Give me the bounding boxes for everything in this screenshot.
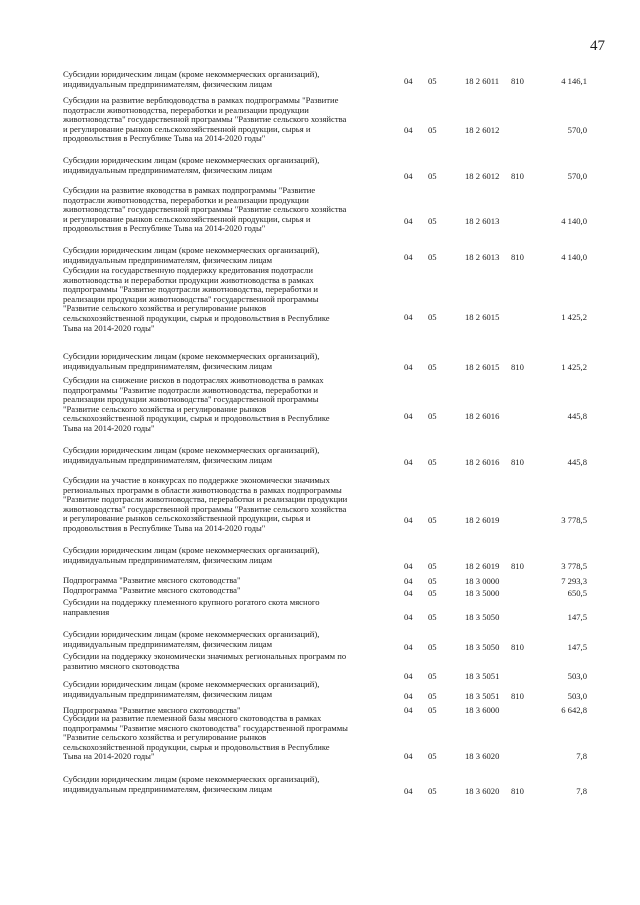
section-code: 04	[404, 76, 413, 86]
amount: 7 293,3	[561, 576, 587, 586]
section-code: 04	[404, 705, 413, 715]
expense-type-code: 810	[511, 691, 524, 701]
expense-type-code: 810	[511, 252, 524, 262]
target-article-code: 18 2 6013	[465, 252, 500, 262]
expense-type-code: 810	[511, 786, 524, 796]
section-code: 04	[404, 457, 413, 467]
target-article-code: 18 2 6012	[465, 125, 500, 135]
expense-type-code: 810	[511, 171, 524, 181]
subsection-code: 05	[428, 671, 437, 681]
section-code: 04	[404, 252, 413, 262]
row-name: Подпрограмма "Развитие мясного скотоводства"	[63, 575, 241, 585]
target-article-code: 18 3 6000	[465, 705, 500, 715]
subsection-code: 05	[428, 76, 437, 86]
target-article-code: 18 2 6016	[465, 457, 500, 467]
section-code: 04	[404, 751, 413, 761]
row-name: Субсидии юридическим лицам (кроме некоммерческих организаций), индивидуальным предпринимателям, физическим лицам	[63, 679, 320, 699]
row-name: Субсидии на развитие верблюдоводства в рамках подпрограммы "Развитие подотрасли животноводства, переработки и реализации продукции животноводства" государственной программы "Развитие сельского хозяйства и регулирование рынков сельскохозяйственной продукции, сырья и продовольствия в Республике Тыва на 2014-2020 годы"	[63, 95, 347, 144]
amount: 503,0	[567, 691, 587, 701]
amount: 503,0	[567, 671, 587, 681]
section-code: 04	[404, 515, 413, 525]
row-name: Субсидии на снижение рисков в подотраслях животноводства в рамках подпрограммы "Развитие подотрасли животноводства, переработки и реализации продукции животноводства" государственной программы "Развитие сельского хозяйства и регулирование рынков сельскохозяйственной продукции, сырья и продовольствия в Республике Тыва на 2014-2020 годы"	[63, 375, 330, 433]
target-article-code: 18 2 6012	[465, 171, 500, 181]
section-code: 04	[404, 125, 413, 135]
subsection-code: 05	[428, 125, 437, 135]
subsection-code: 05	[428, 252, 437, 262]
section-code: 04	[404, 786, 413, 796]
target-article-code: 18 3 5000	[465, 588, 500, 598]
expense-type-code: 810	[511, 457, 524, 467]
subsection-code: 05	[428, 588, 437, 598]
target-article-code: 18 2 6011	[465, 76, 500, 86]
amount: 3 778,5	[561, 515, 587, 525]
target-article-code: 18 3 5051	[465, 671, 500, 681]
amount: 1 425,2	[561, 312, 587, 322]
amount: 570,0	[567, 125, 587, 135]
target-article-code: 18 3 5050	[465, 612, 500, 622]
target-article-code: 18 2 6016	[465, 411, 500, 421]
section-code: 04	[404, 362, 413, 372]
subsection-code: 05	[428, 457, 437, 467]
section-code: 04	[404, 691, 413, 701]
section-code: 04	[404, 411, 413, 421]
amount: 7,8	[576, 786, 587, 796]
amount: 4 146,1	[561, 76, 587, 86]
section-code: 04	[404, 612, 413, 622]
target-article-code: 18 2 6015	[465, 312, 500, 322]
section-code: 04	[404, 561, 413, 571]
amount: 3 778,5	[561, 561, 587, 571]
page-number: 47	[590, 38, 605, 54]
amount: 1 425,2	[561, 362, 587, 372]
expense-type-code: 810	[511, 642, 524, 652]
row-name: Субсидии на поддержку экономически значимых региональных программ по развитию мясного скотоводства	[63, 651, 347, 671]
subsection-code: 05	[428, 705, 437, 715]
row-name: Субсидии на развитие племенной базы мясного скотоводства в рамках подпрограммы "Развитие мясного скотоводства" государственной программы "Развитие сельского хозяйства и регулирование рынков сельскохозяйственной продукции, сырья и продовольствия в Республике Тыва на 2014-2020 годы"	[63, 713, 348, 762]
section-code: 04	[404, 671, 413, 681]
row-name: Субсидии юридическим лицам (кроме некоммерческих организаций), индивидуальным предпринимателям, физическим лицам	[63, 629, 320, 649]
target-article-code: 18 3 6020	[465, 786, 500, 796]
amount: 570,0	[567, 171, 587, 181]
target-article-code: 18 3 0000	[465, 576, 500, 586]
row-name: Субсидии юридическим лицам (кроме некоммерческих организаций), индивидуальным предпринимателям, физическим лицам	[63, 155, 320, 175]
subsection-code: 05	[428, 216, 437, 226]
target-article-code: 18 3 5050	[465, 642, 500, 652]
subsection-code: 05	[428, 312, 437, 322]
section-code: 04	[404, 216, 413, 226]
row-name: Субсидии юридическим лицам (кроме некоммерческих организаций), индивидуальным предпринимателям, физическим лицам	[63, 69, 320, 89]
target-article-code: 18 2 6013	[465, 216, 500, 226]
row-name: Субсидии на участие в конкурсах по поддержке экономически значимых региональных программ в области животноводства в рамках подпрограммы "Развитие подотрасли животноводства, переработки и реализации продукции животноводства" государственной программы "Развитие сельского хозяйства и регулирование рынков сельскохозяйственной продукции, сырья и продовольствия в Республике Тыва на 2014-2020 годы"	[63, 475, 348, 533]
subsection-code: 05	[428, 691, 437, 701]
row-name: Субсидии юридическим лицам (кроме некоммерческих организаций), индивидуальным предпринимателям, физическим лицам	[63, 351, 320, 371]
amount: 147,5	[567, 642, 587, 652]
subsection-code: 05	[428, 171, 437, 181]
amount: 147,5	[567, 612, 587, 622]
amount: 7,8	[576, 751, 587, 761]
section-code: 04	[404, 312, 413, 322]
subsection-code: 05	[428, 642, 437, 652]
row-name: Субсидии юридическим лицам (кроме некоммерческих организаций), индивидуальным предпринимателям, физическим лицам	[63, 245, 320, 265]
row-name: Подпрограмма "Развитие мясного скотоводства"	[63, 705, 241, 715]
amount: 650,5	[567, 588, 587, 598]
subsection-code: 05	[428, 515, 437, 525]
section-code: 04	[404, 642, 413, 652]
amount: 6 642,8	[561, 705, 587, 715]
target-article-code: 18 2 6015	[465, 362, 500, 372]
amount: 445,8	[567, 457, 587, 467]
subsection-code: 05	[428, 751, 437, 761]
row-name: Субсидии на развитие яководства в рамках подпрограммы "Развитие подотрасли животноводства, переработки и реализации продукции животноводства" государственной программы "Развитие сельского хозяйства и регулирование рынков сельскохозяйственной продукции, сырья и продовольствия в Республике Тыва на 2014-2020 годы"	[63, 185, 347, 234]
target-article-code: 18 2 6019	[465, 515, 500, 525]
subsection-code: 05	[428, 561, 437, 571]
subsection-code: 05	[428, 786, 437, 796]
subsection-code: 05	[428, 411, 437, 421]
row-name: Подпрограмма "Развитие мясного скотоводства"	[63, 585, 241, 595]
row-name: Субсидии на поддержку племенного крупного рогатого скота мясного направления	[63, 597, 320, 617]
subsection-code: 05	[428, 362, 437, 372]
amount: 4 140,0	[561, 252, 587, 262]
section-code: 04	[404, 576, 413, 586]
subsection-code: 05	[428, 576, 437, 586]
section-code: 04	[404, 588, 413, 598]
subsection-code: 05	[428, 612, 437, 622]
row-name: Субсидии юридическим лицам (кроме некоммерческих организаций), индивидуальным предпринимателям, физическим лицам	[63, 445, 320, 465]
amount: 445,8	[567, 411, 587, 421]
expense-type-code: 810	[511, 362, 524, 372]
row-name: Субсидии юридическим лицам (кроме некоммерческих организаций), индивидуальным предпринимателям, физическим лицам	[63, 545, 320, 565]
row-name: Субсидии на государственную поддержку кредитования подотрасли животноводства и переработки продукции животноводства в рамках подпрограммы "Развитие подотрасли животноводства, переработки и реализации продукции животноводства" государственной программы "Развитие сельского хозяйства и регулирование рынков сельскохозяйственной продукции, сырья и продовольствия в Республике Тыва на 2014-2020 годы"	[63, 265, 330, 333]
target-article-code: 18 3 6020	[465, 751, 500, 761]
expense-type-code: 810	[511, 76, 524, 86]
section-code: 04	[404, 171, 413, 181]
row-name: Субсидии юридическим лицам (кроме некоммерческих организаций), индивидуальным предпринимателям, физическим лицам	[63, 774, 320, 794]
expense-type-code: 810	[511, 561, 524, 571]
target-article-code: 18 3 5051	[465, 691, 500, 701]
amount: 4 140,0	[561, 216, 587, 226]
target-article-code: 18 2 6019	[465, 561, 500, 571]
